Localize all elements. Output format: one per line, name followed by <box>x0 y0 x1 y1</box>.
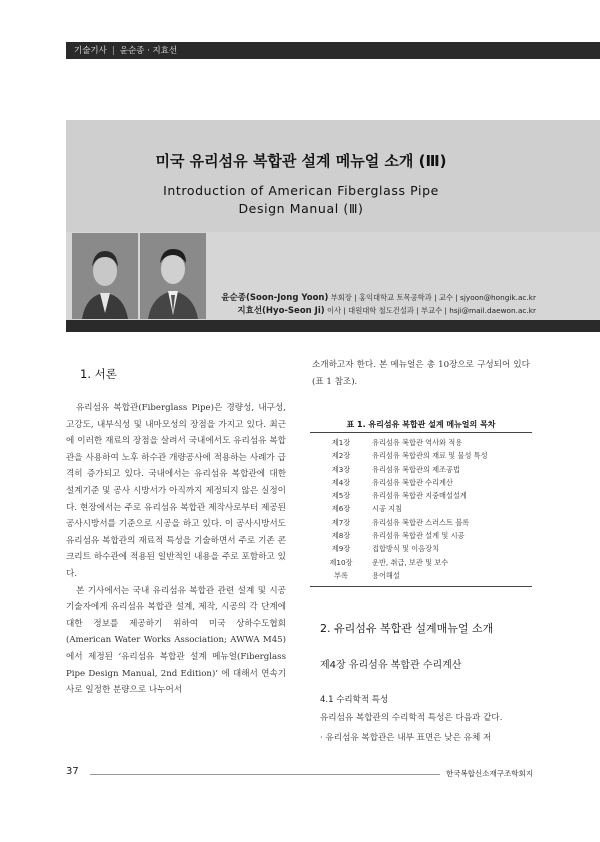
right-column-continuation <box>312 357 530 390</box>
table-cell-title: 유리섬유 복합관 수리계산 <box>372 477 453 487</box>
table-row <box>310 465 532 478</box>
author-1-name: 윤순종(Soon-Jong Yoon) <box>221 293 329 303</box>
intro-paragraph-1: 유리섬유 복합관(Fiberglass Pipe)은 경량성, 내구성, 고강도, 내부식성 및 내마모성의 장점을 가지고 있다. 최근에 이러한 재료의 장점을 살려서 국내에서도 유리섬유 복합관을 사용하여 노후 하수관 개량공사에 적용하는 사례가 급격히 증가되고 있다. 국내에서는 유리섬유 복합관에 대한 설계기준 및 공사 시방서가 아직까지 제정되지 않은 실정이다. 현장에서는 주로 유리섬유 복합관 제작사로부터 제공된 공사시방서를 기준으로 시공을 하고 있다. 이 공사시방서도 유리섬유 복합관의 재료적 특성을 기술하면서 주로 기존 콘크리트 하수관에 적용된 일반적인 내용을 주로 포함하고 있다. <box>66 403 286 579</box>
table-cell-title: 유리섬유 복합관의 제조공법 <box>372 464 460 474</box>
contents-table <box>310 432 532 587</box>
author-photo-1 <box>72 233 138 319</box>
table-row <box>310 518 532 531</box>
table-cell-chapter: 제6장 <box>331 504 351 514</box>
author-line-2 <box>237 304 536 316</box>
subsection-heading: 4.1 수리학적 특성 <box>320 695 389 705</box>
table-cell-chapter: 제9장 <box>331 544 351 554</box>
table-cell-title: 유리섬유 복합관 스러스트 블록 <box>372 517 470 527</box>
table-row <box>310 438 532 451</box>
table-row <box>310 478 532 491</box>
table-cell-title: 유리섬유 복합관의 재료 및 물성 특성 <box>372 451 488 461</box>
table-cell-chapter: 제4장 <box>331 477 351 487</box>
section-name: 기술기사 <box>74 46 107 56</box>
article-title-english <box>66 182 536 218</box>
left-column <box>66 400 286 699</box>
table-row <box>310 558 532 571</box>
section-2-heading: 2. 유리섬유 복합관 설계매뉴얼 소개 <box>320 622 494 635</box>
table-cell-chapter: 제2장 <box>331 451 351 461</box>
table-cell-title: 접합방식 및 이음장치 <box>372 544 440 554</box>
author-photo-2 <box>140 233 206 319</box>
journal-name: 한국복합신소재구조학회지 <box>446 769 533 778</box>
section-2-line-1: 유리섬유 복합관의 수리학적 특성은 다음과 같다. <box>320 713 503 723</box>
table-cell-chapter: 제8장 <box>331 531 351 541</box>
section-2-line-2: · 유리섬유 복합관은 내부 표면은 낮은 유체 저 <box>320 733 492 743</box>
table-title: 표 1. 유리섬유 복합관 설계 메뉴얼의 목차 <box>346 420 496 429</box>
section-1-heading: 1. 서론 <box>80 367 117 381</box>
table-cell-title: 유리섬유 복합관 지중매설설계 <box>372 491 467 501</box>
table-cell-chapter: 제1장 <box>331 438 351 447</box>
header-authors: 윤순종 · 지효선 <box>119 46 178 56</box>
english-title-line-2: Design Manual (Ⅲ) <box>238 201 364 216</box>
continuation-text: 소개하고자 한다. 본 메뉴얼은 총 10장으로 구성되어 있다(표 1 참조). <box>312 360 530 387</box>
table-cell-chapter: 부록 <box>334 570 348 580</box>
title-divider-bar <box>66 320 600 332</box>
table-row <box>310 571 532 584</box>
table-row <box>310 544 532 557</box>
author-2-info: 이사 | 대원대학 철도건설과 | 부교수 | hsji@mail.daewon.ac.kr <box>326 306 536 315</box>
section-tag <box>74 44 177 56</box>
intro-paragraph-2: 본 기사에서는 국내 유리섬유 복합관 관련 설계 및 시공 기술자에게 유리섬유 복합관 설계, 제작, 시공의 각 단계에 대한 정보를 제공하기 위하여 미국 상하수도협회(American Water Works Association; AWWA M45) 에서 제정된 ‘유리섬유 복합관 설계 메뉴얼(Fiberglass Pipe Design Manual, 2nd Edition)’ 에 대해서 연속기사로 일정한 분량으로 나누어서 <box>66 585 286 696</box>
author-2-name: 지효선(Hyo-Seon Ji) <box>237 306 325 316</box>
table-cell-title: 유리섬유 복합관 설계 및 시공 <box>372 531 465 541</box>
table-cell-chapter: 제3장 <box>331 464 351 474</box>
table-cell-title: 운반, 취급, 보관 및 보수 <box>372 557 449 567</box>
table-cell-chapter: 제10장 <box>329 557 353 567</box>
article-title-korean: 미국 유리섬유 복합관 설계 메뉴얼 소개 (Ⅲ) <box>155 152 447 170</box>
author-line-1 <box>221 291 536 303</box>
chapter-heading: 제4장 유리섬유 복합관 수리계산 <box>320 660 462 671</box>
page-number: 37 <box>66 766 79 777</box>
table-row <box>310 504 532 517</box>
table-cell-title: 유리섬유 복합관 역사와 적용 <box>372 438 463 447</box>
footer-rule <box>90 774 440 775</box>
table-cell-title: 시공 지침 <box>372 504 403 514</box>
author-1-info: 부회장 | 홍익대학교 토목공학과 | 교수 | sjyoon@hongik.ac.kr <box>330 293 536 302</box>
section-separator: | <box>111 46 115 56</box>
table-row <box>310 491 532 504</box>
table-cell-title: 용어해설 <box>372 570 400 580</box>
table-cell-chapter: 제5장 <box>331 491 351 501</box>
table-cell-chapter: 제7장 <box>331 517 351 527</box>
english-title-line-1: Introduction of American Fiberglass Pipe <box>163 183 439 198</box>
table-row <box>310 451 532 464</box>
table-row <box>310 531 532 544</box>
